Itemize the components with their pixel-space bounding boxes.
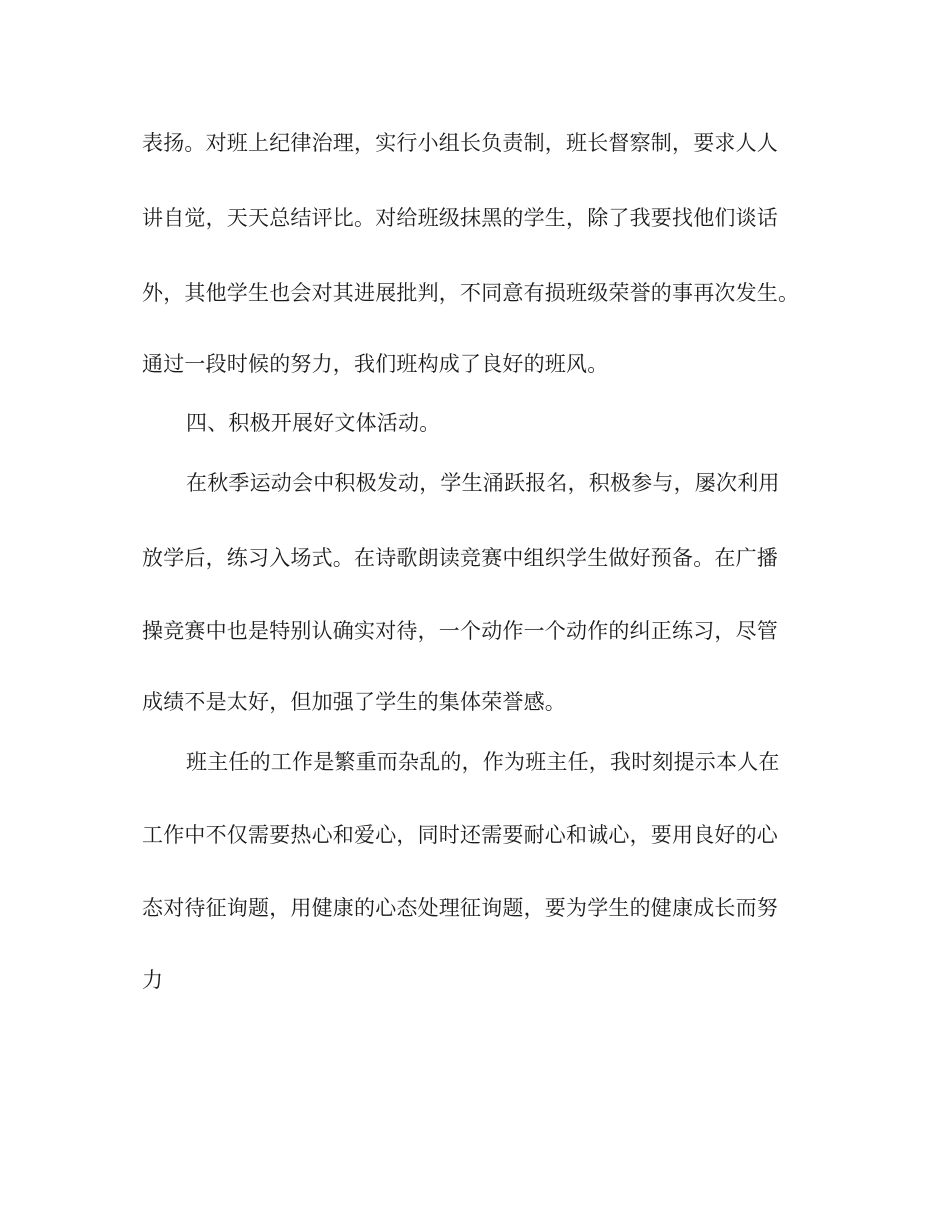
text-line: 讲自觉，天天总结评比。对给班级抹黑的学生，除了我要找他们谈话 xyxy=(142,206,778,230)
text-line: 力 xyxy=(142,968,164,992)
text-line: 在秋季运动会中积极发动，学生涌跃报名，积极参与，屡次利用 xyxy=(186,471,780,495)
section-heading: 四、积极开展好文体活动。 xyxy=(186,411,441,435)
text-line: 表扬。对班上纪律治理，实行小组长负责制，班长督察制，要求人人 xyxy=(142,131,778,155)
text-line: 工作中不仅需要热心和爱心，同时还需要耐心和诚心，要用良好的心 xyxy=(142,823,778,847)
text-line: 放学后，练习入场式。在诗歌朗读竞赛中组织学生做好预备。在广播 xyxy=(142,546,778,570)
text-line: 操竞赛中也是特别认确实对待，一个动作一个动作的纠正练习，尽管 xyxy=(142,619,778,643)
text-line: 班主任的工作是繁重而杂乱的，作为班主任，我时刻提示本人在 xyxy=(186,750,780,774)
text-line: 态对待征询题，用健康的心态处理征询题，要为学生的健康成长而努 xyxy=(142,896,778,920)
text-line: 外，其他学生也会对其进展批判，不同意有损班级荣誉的事再次发生。 xyxy=(142,281,800,305)
text-line: 成绩不是太好，但加强了学生的集体荣誉感。 xyxy=(142,690,566,714)
text-line: 通过一段时候的努力，我们班构成了良好的班风。 xyxy=(142,352,609,376)
